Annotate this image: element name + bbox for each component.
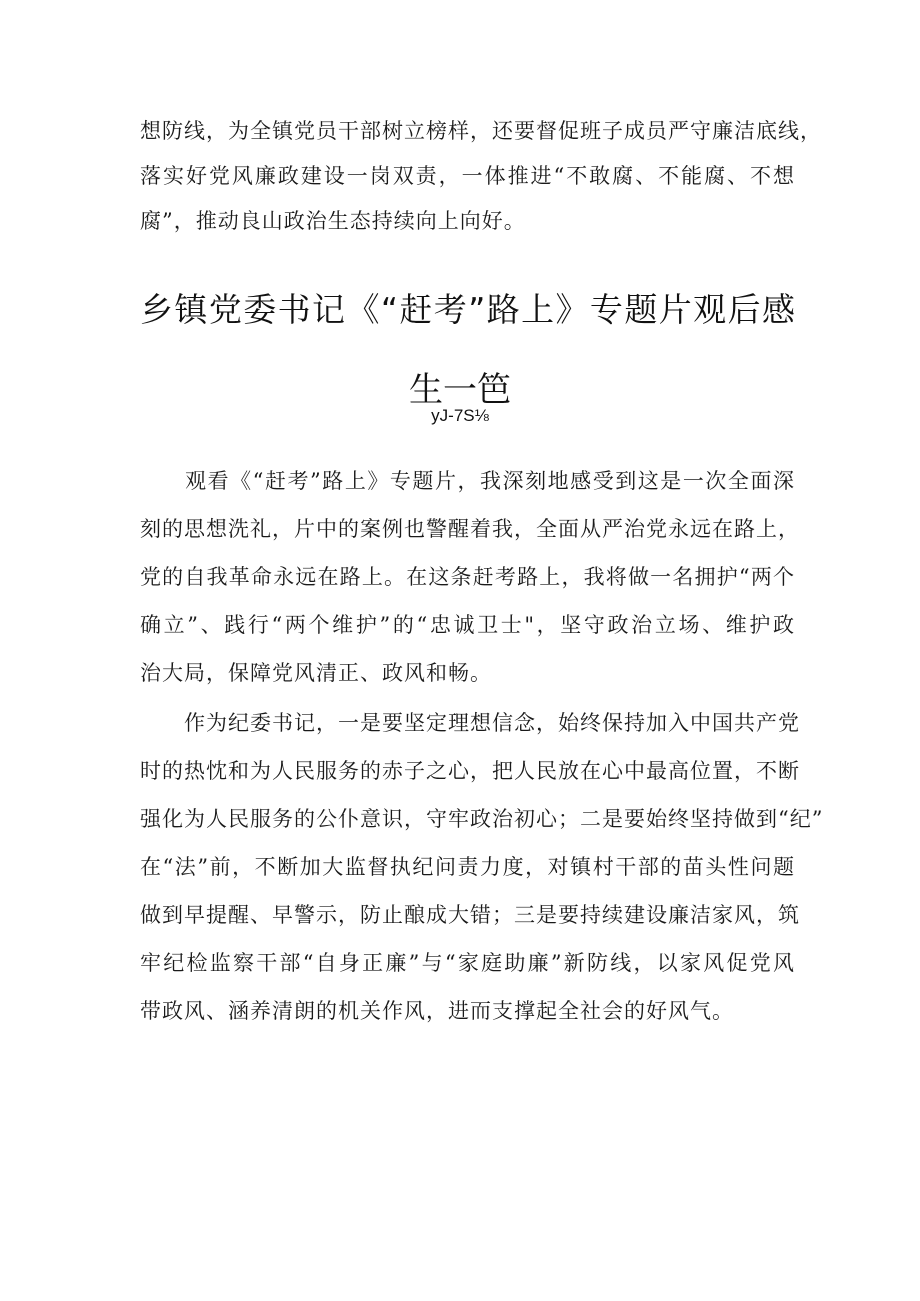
paragraph-1-line-2: 刻的思想洗礼，片中的案例也警醒着我，全面从严治党永远在路上， bbox=[140, 517, 800, 541]
paragraph-1-line-3: 党的自我革命永远在路上。在这条赶考路上，我将做一名拥护“两个 bbox=[140, 565, 795, 589]
paragraph-1-line-4: 确立”、践行“两个维护”的“忠诚卫士"，坚守政治立场、维护政 bbox=[140, 613, 795, 637]
intro-paragraph bbox=[140, 118, 822, 235]
paragraph-2-line-3: 强化为人民服务的公仆意识，守牢政治初心；二是要始终坚持做到“纪” bbox=[140, 807, 824, 831]
paragraph-1-line-5: 治大局，保障党风清正、政风和畅。 bbox=[140, 661, 492, 685]
document-title: 乡镇党委书记《“赶考”路上》专题片观后感 bbox=[140, 290, 795, 329]
intro-line-1: 想防线，为全镇党员干部树立榜样，还要督促班子成员严守廉洁底线， bbox=[140, 119, 822, 143]
paragraph-2-line-6: 牢纪检监察干部“自身正廉”与“家庭助廉”新防线，以家风促党风 bbox=[140, 951, 795, 975]
paragraph-2-line-1: 作为纪委书记，一是要坚定理想信念，始终保持加入中国共产党 bbox=[140, 711, 800, 735]
paragraph-2-line-7: 带政风、涵养清朗的机关作风，进而支撑起全社会的好风气。 bbox=[140, 999, 734, 1023]
paragraph-1 bbox=[140, 468, 800, 687]
paragraph-1-line-1: 观看《“赶考”路上》专题片，我深刻地感受到这是一次全面深 bbox=[140, 469, 795, 493]
paragraph-2-line-4: 在“法”前，不断加大监督执纪问责力度，对镇村干部的苗头性问题 bbox=[140, 855, 795, 879]
document-title-line2: 生一笆 bbox=[409, 370, 511, 410]
intro-line-3: 腐”，推动良山政治生态持续向上向好。 bbox=[140, 209, 526, 233]
paragraph-2 bbox=[140, 710, 824, 1025]
paragraph-2-line-2: 时的热忱和为人民服务的赤子之心，把人民放在心中最高位置，不断 bbox=[140, 759, 800, 783]
paragraph-2-line-5: 做到早提醒、早警示，防止酿成大错；三是要持续建设廉洁家风，筑 bbox=[140, 903, 800, 927]
intro-line-2: 落实好党风廉政建设一岗双责，一体推进“不敢腐、不能腐、不想 bbox=[140, 164, 795, 188]
garbled-subtitle: yJ-7S⅛ bbox=[431, 406, 489, 425]
